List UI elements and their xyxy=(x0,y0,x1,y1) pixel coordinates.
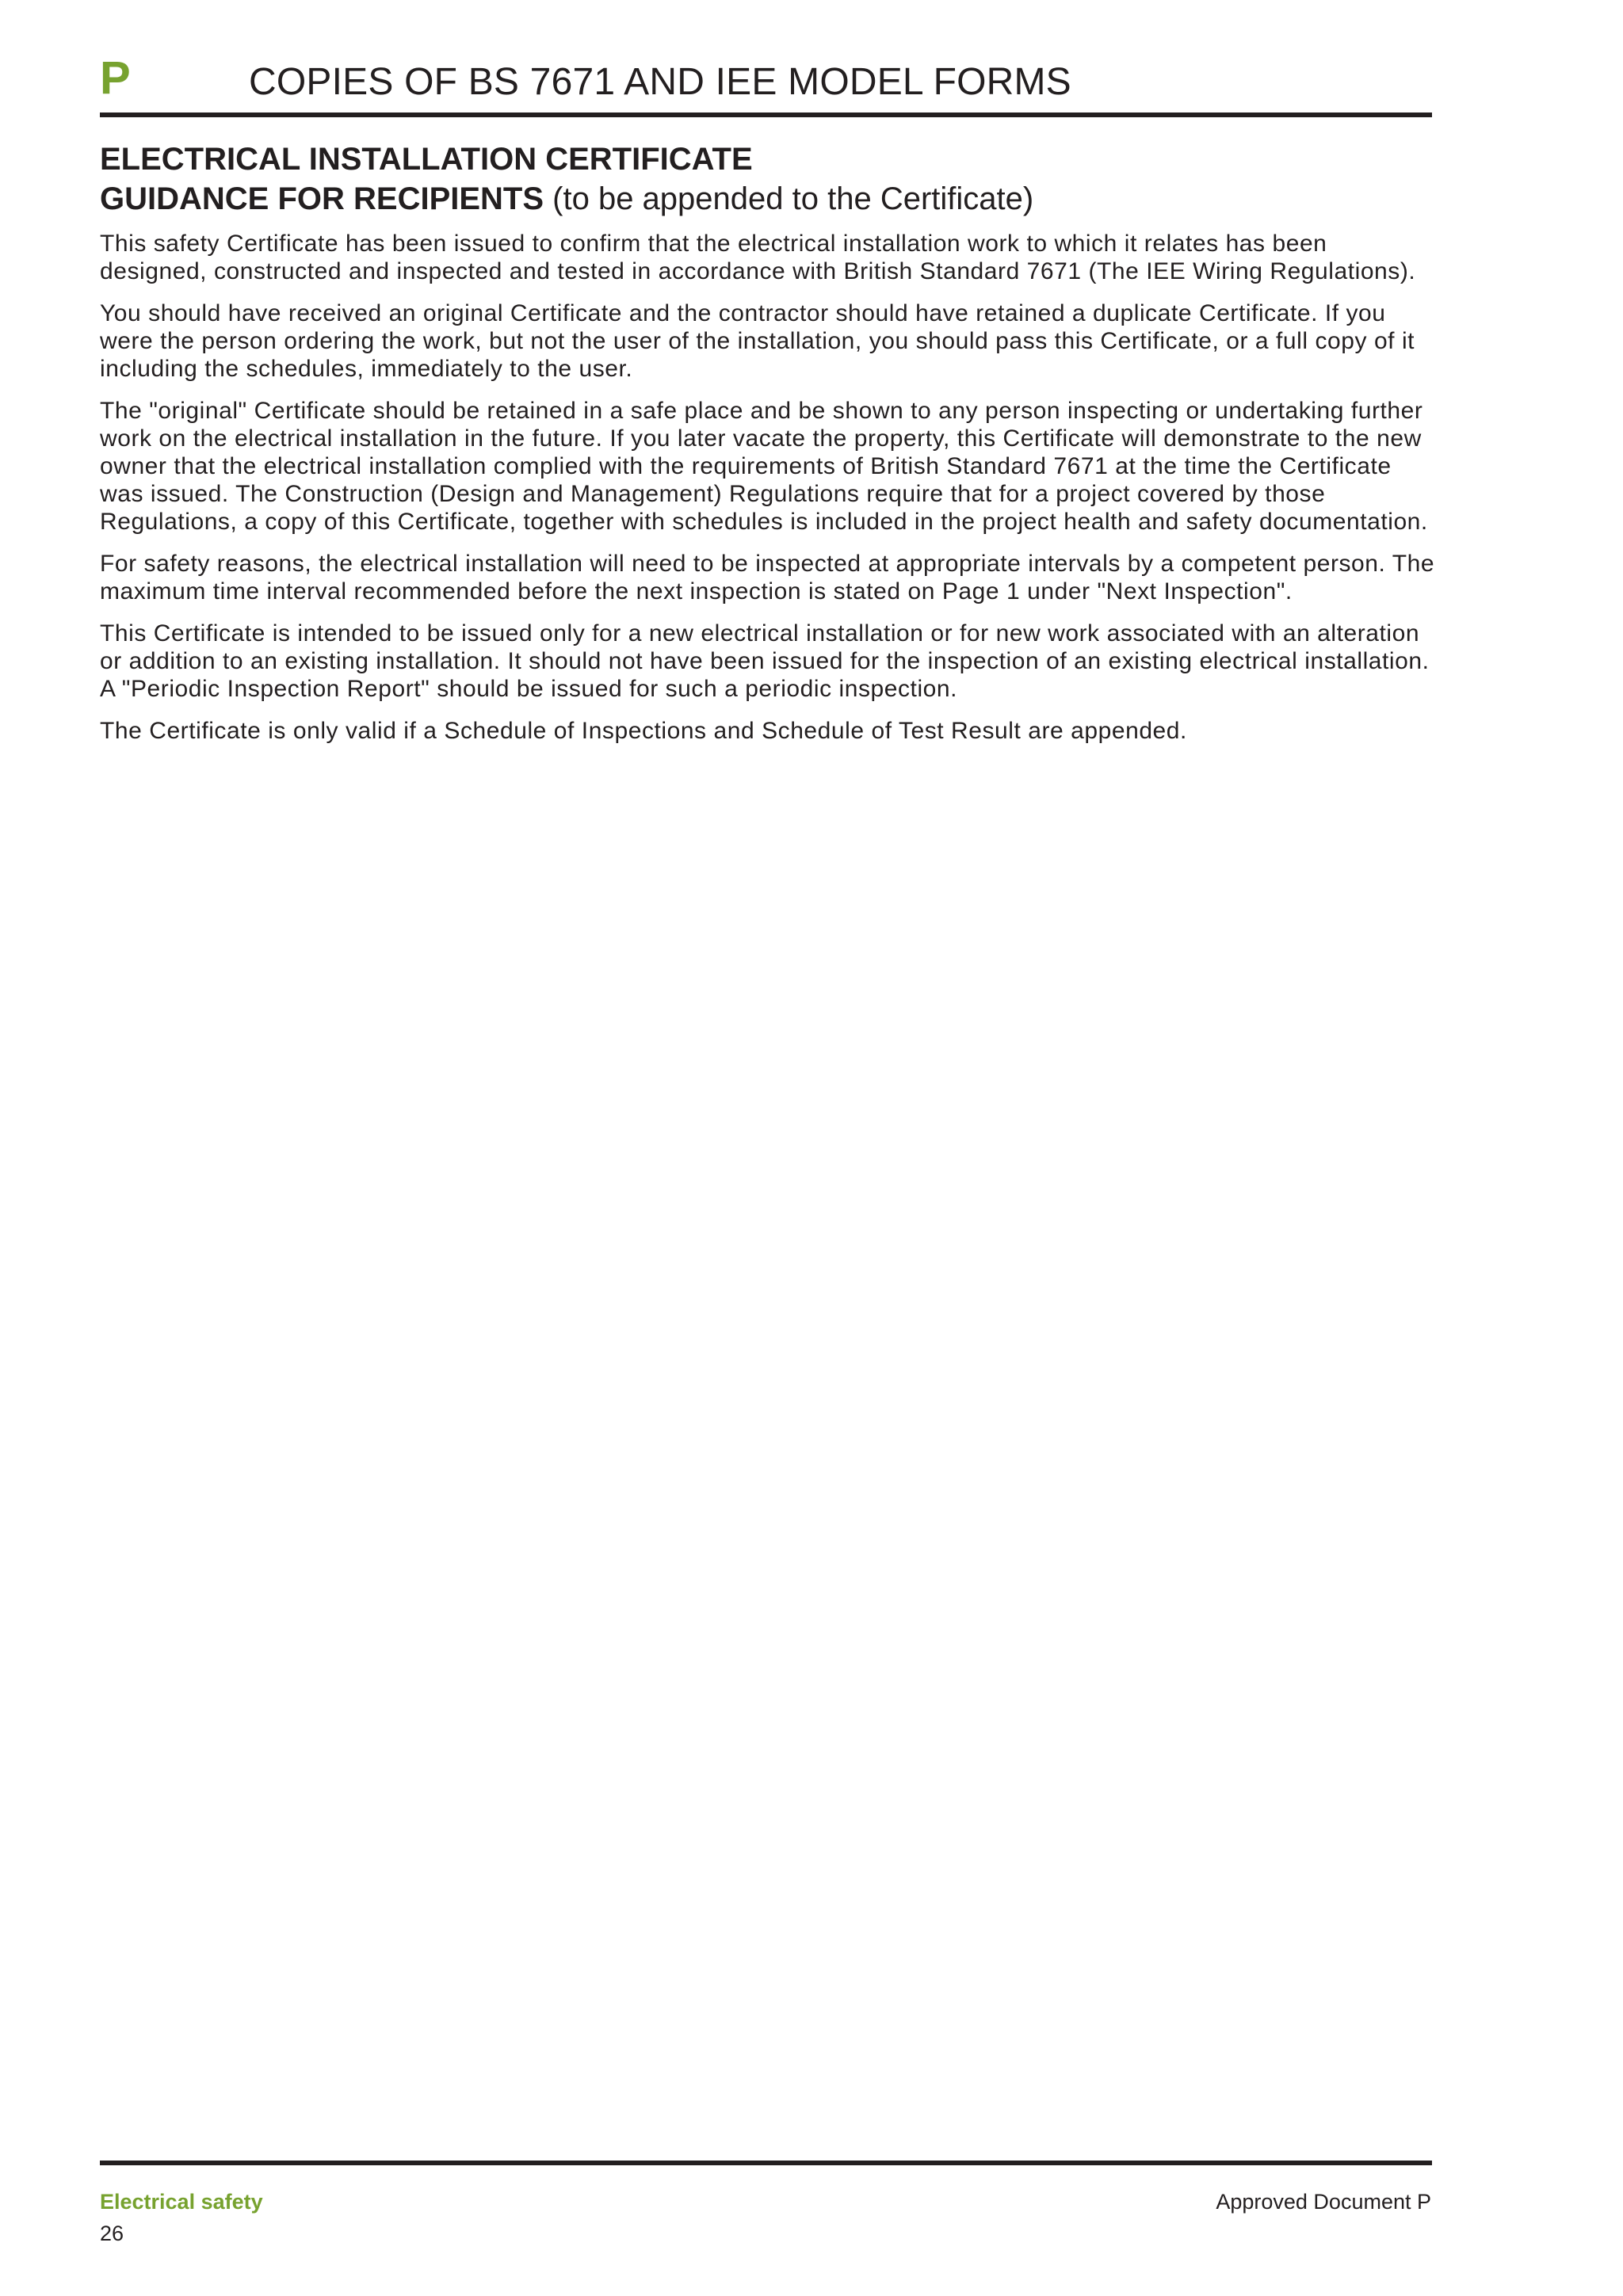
header-title: COPIES OF BS 7671 AND IEE MODEL FORMS xyxy=(249,61,1071,103)
heading-line-2-note: (to be appended to the Certificate) xyxy=(544,181,1034,216)
paragraph: This Certificate is intended to be issued only for a new electrical installation or for new work associated with an alteration or addition to an existing installation. It should not have been issued for the inspection of an existing electrical installation. A "Periodic Inspection Report" should be issued for such a periodic inspection. xyxy=(100,620,1430,702)
heading-line-2-bold: GUIDANCE FOR RECIPIENTS xyxy=(100,181,544,216)
header-divider xyxy=(100,113,1432,117)
section-letter: P xyxy=(100,52,131,104)
page-number: 26 xyxy=(100,2222,124,2245)
paragraph: The "original" Certificate should be retained in a safe place and be shown to any person inspecting or undertaking further work on the electrical installation in the future. If you later vacate the property, this Certificate will demonstrate to the new owner that the electrical installation complied with the requirements of British Standard 7671 at the time the Certificate was issued. The Construction (Design and Management) Regulations require that for a project covered by those Regulations, a copy of this Certificate, together with schedules is included in the project health and safety documentation. xyxy=(100,398,1428,535)
heading-line-1: ELECTRICAL INSTALLATION CERTIFICATE xyxy=(100,142,753,177)
paragraph: This safety Certificate has been issued to confirm that the electrical installation work to which it relates has been designed, constructed and inspected and tested in accordance with British Standard 7671 (The IEE Wiring Regulations). xyxy=(100,231,1416,284)
paragraph: You should have received an original Certificate and the contractor should have retained a duplicate Certificate. If you were the person ordering the work, but not the user of the installation, you should pass this Certificate, or a full copy of it including the schedules, immediately to the user. xyxy=(100,300,1415,382)
footer-document-label: Approved Document P xyxy=(1216,2190,1431,2214)
paragraph: The Certificate is only valid if a Schedule of Inspections and Schedule of Test Result are appended. xyxy=(100,718,1187,744)
main-content xyxy=(100,139,1439,759)
page-header xyxy=(100,48,1431,116)
certificate-heading xyxy=(100,139,1439,219)
guidance-paragraphs xyxy=(100,230,1439,745)
footer-divider xyxy=(100,2161,1432,2165)
paragraph: For safety reasons, the electrical installation will need to be inspected at appropriate intervals by a competent person. The maximum time interval recommended before the next inspection is stated on Page 1 under "Next Inspection". xyxy=(100,551,1435,605)
footer-section-label: Electrical safety xyxy=(100,2190,263,2214)
